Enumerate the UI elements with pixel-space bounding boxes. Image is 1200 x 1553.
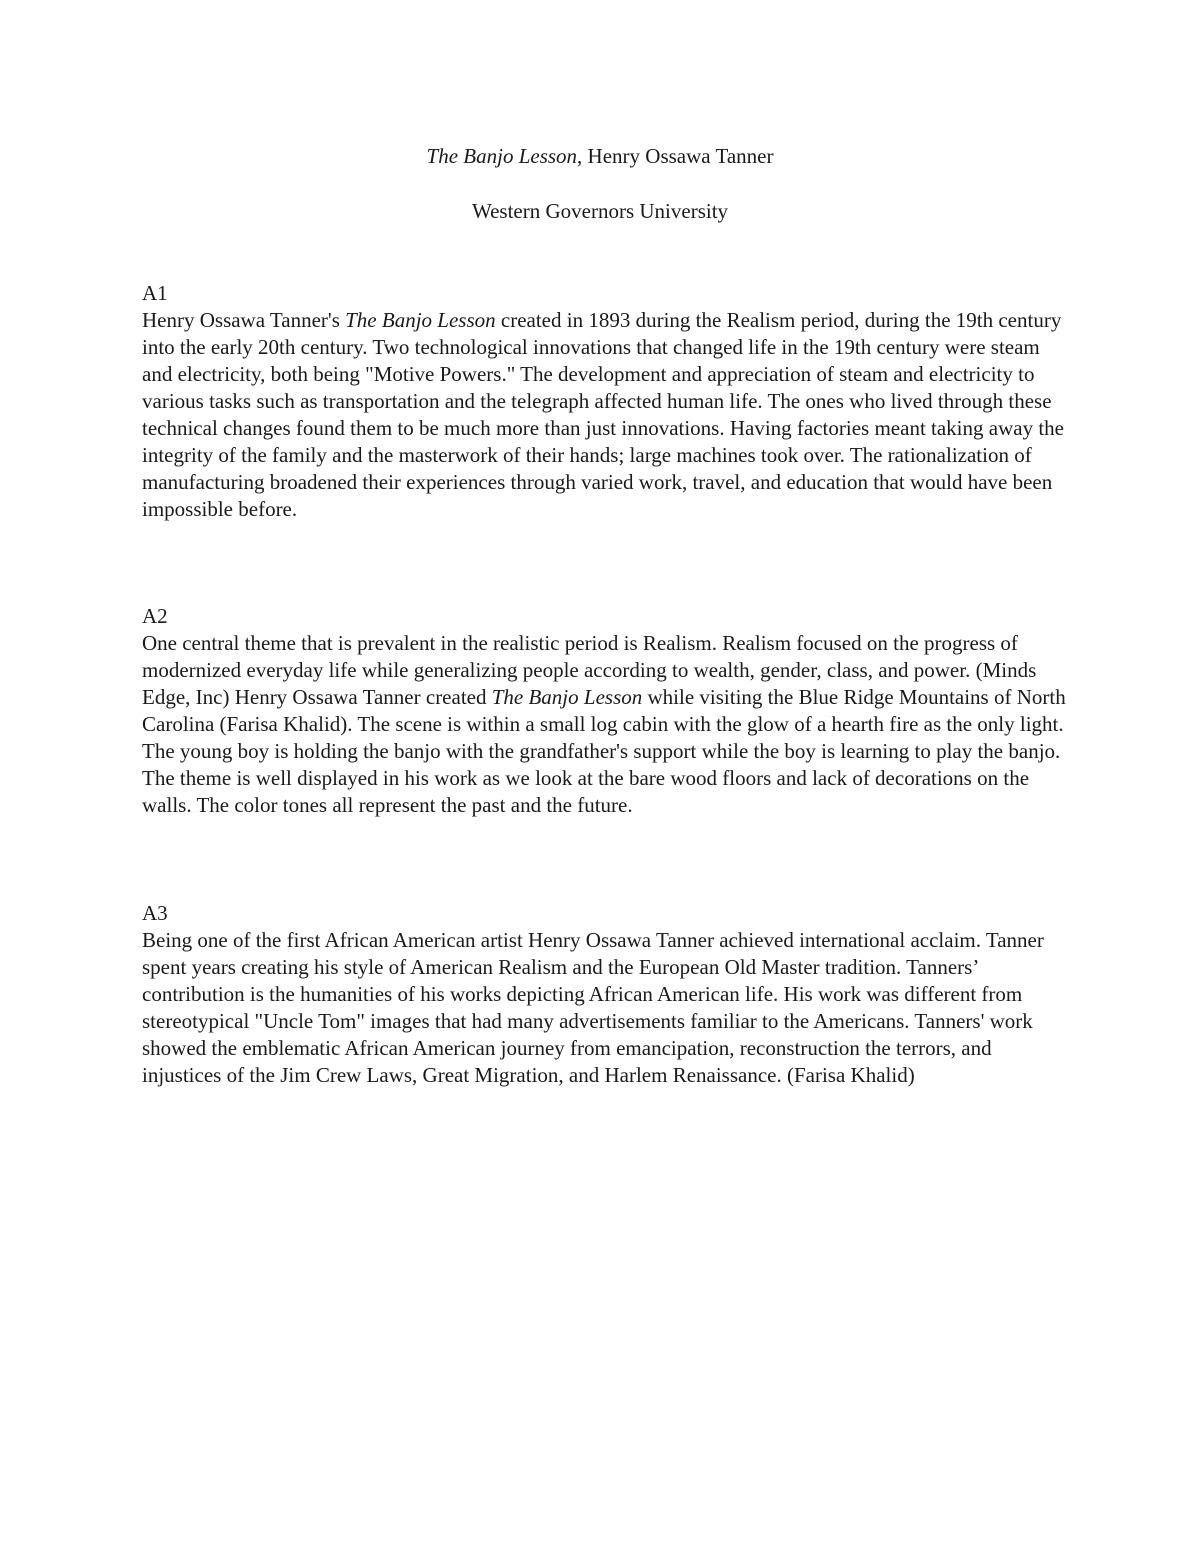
document-title (0, 143, 1200, 170)
section-heading: A3 (142, 901, 168, 925)
section-a1 (142, 280, 1072, 523)
institution-line: Western Governors University (471, 199, 729, 223)
section-paragraph: One central theme that is prevalent in the realistic period is Realism. Realism focused on the progress of modernized everyday life while generalizing people according to wealth, gender, class, and power. (Minds Edge, Inc) Henry Ossawa Tanner created The Banjo Lesson while visiting the Blue Ridge Mountains of North Carolina (Farisa Khalid). The scene is within a small log cabin with the glow of a hearth fire as the only light. The young boy is holding the banjo with the grandfather's support while the boy is learning to play the banjo. The theme is well displayed in his work as we look at the bare wood floors and lack of decorations on the walls. The color tones all represent the past and the future. (142, 631, 1066, 817)
artwork-title: The Banjo Lesson (426, 144, 578, 168)
artwork-title-inline: The Banjo Lesson (491, 685, 643, 709)
artwork-title-inline: The Banjo Lesson (345, 308, 496, 332)
section-heading: A1 (142, 281, 168, 305)
artist-name: , Henry Ossawa Tanner (577, 144, 774, 168)
section-heading: A2 (142, 604, 168, 628)
section-paragraph: Being one of the first African American artist Henry Ossawa Tanner achieved international acclaim. Tanner spent years creating his style of American Realism and the European Old Master tradition. Tanners’ contribution is the humanities of his works depicting African American life. His work was different from stereotypical "Uncle Tom" images that had many advertisements familiar to the Americans. Tanners' work showed the emblematic African American journey from emancipation, reconstruction the terrors, and injustices of the Jim Crew Laws, Great Migration, and Harlem Renaissance. (Farisa Khalid) (142, 928, 1044, 1087)
section-a3 (142, 900, 1072, 1089)
section-paragraph: Henry Ossawa Tanner's The Banjo Lesson created in 1893 during the Realism period, during the 19th century into the early 20th century. Two technological innovations that changed life in the 19th century were steam and electricity, both being "Motive Powers." The development and appreciation of steam and electricity to various tasks such as transportation and the telegraph affected human life. The ones who lived through these technical changes found them to be much more than just innovations. Having factories meant taking away the integrity of the family and the masterwork of their hands; large machines took over. The rationalization of manufacturing broadened their experiences through varied work, travel, and education that would have been impossible before. (142, 308, 1064, 521)
section-a2 (142, 603, 1072, 819)
